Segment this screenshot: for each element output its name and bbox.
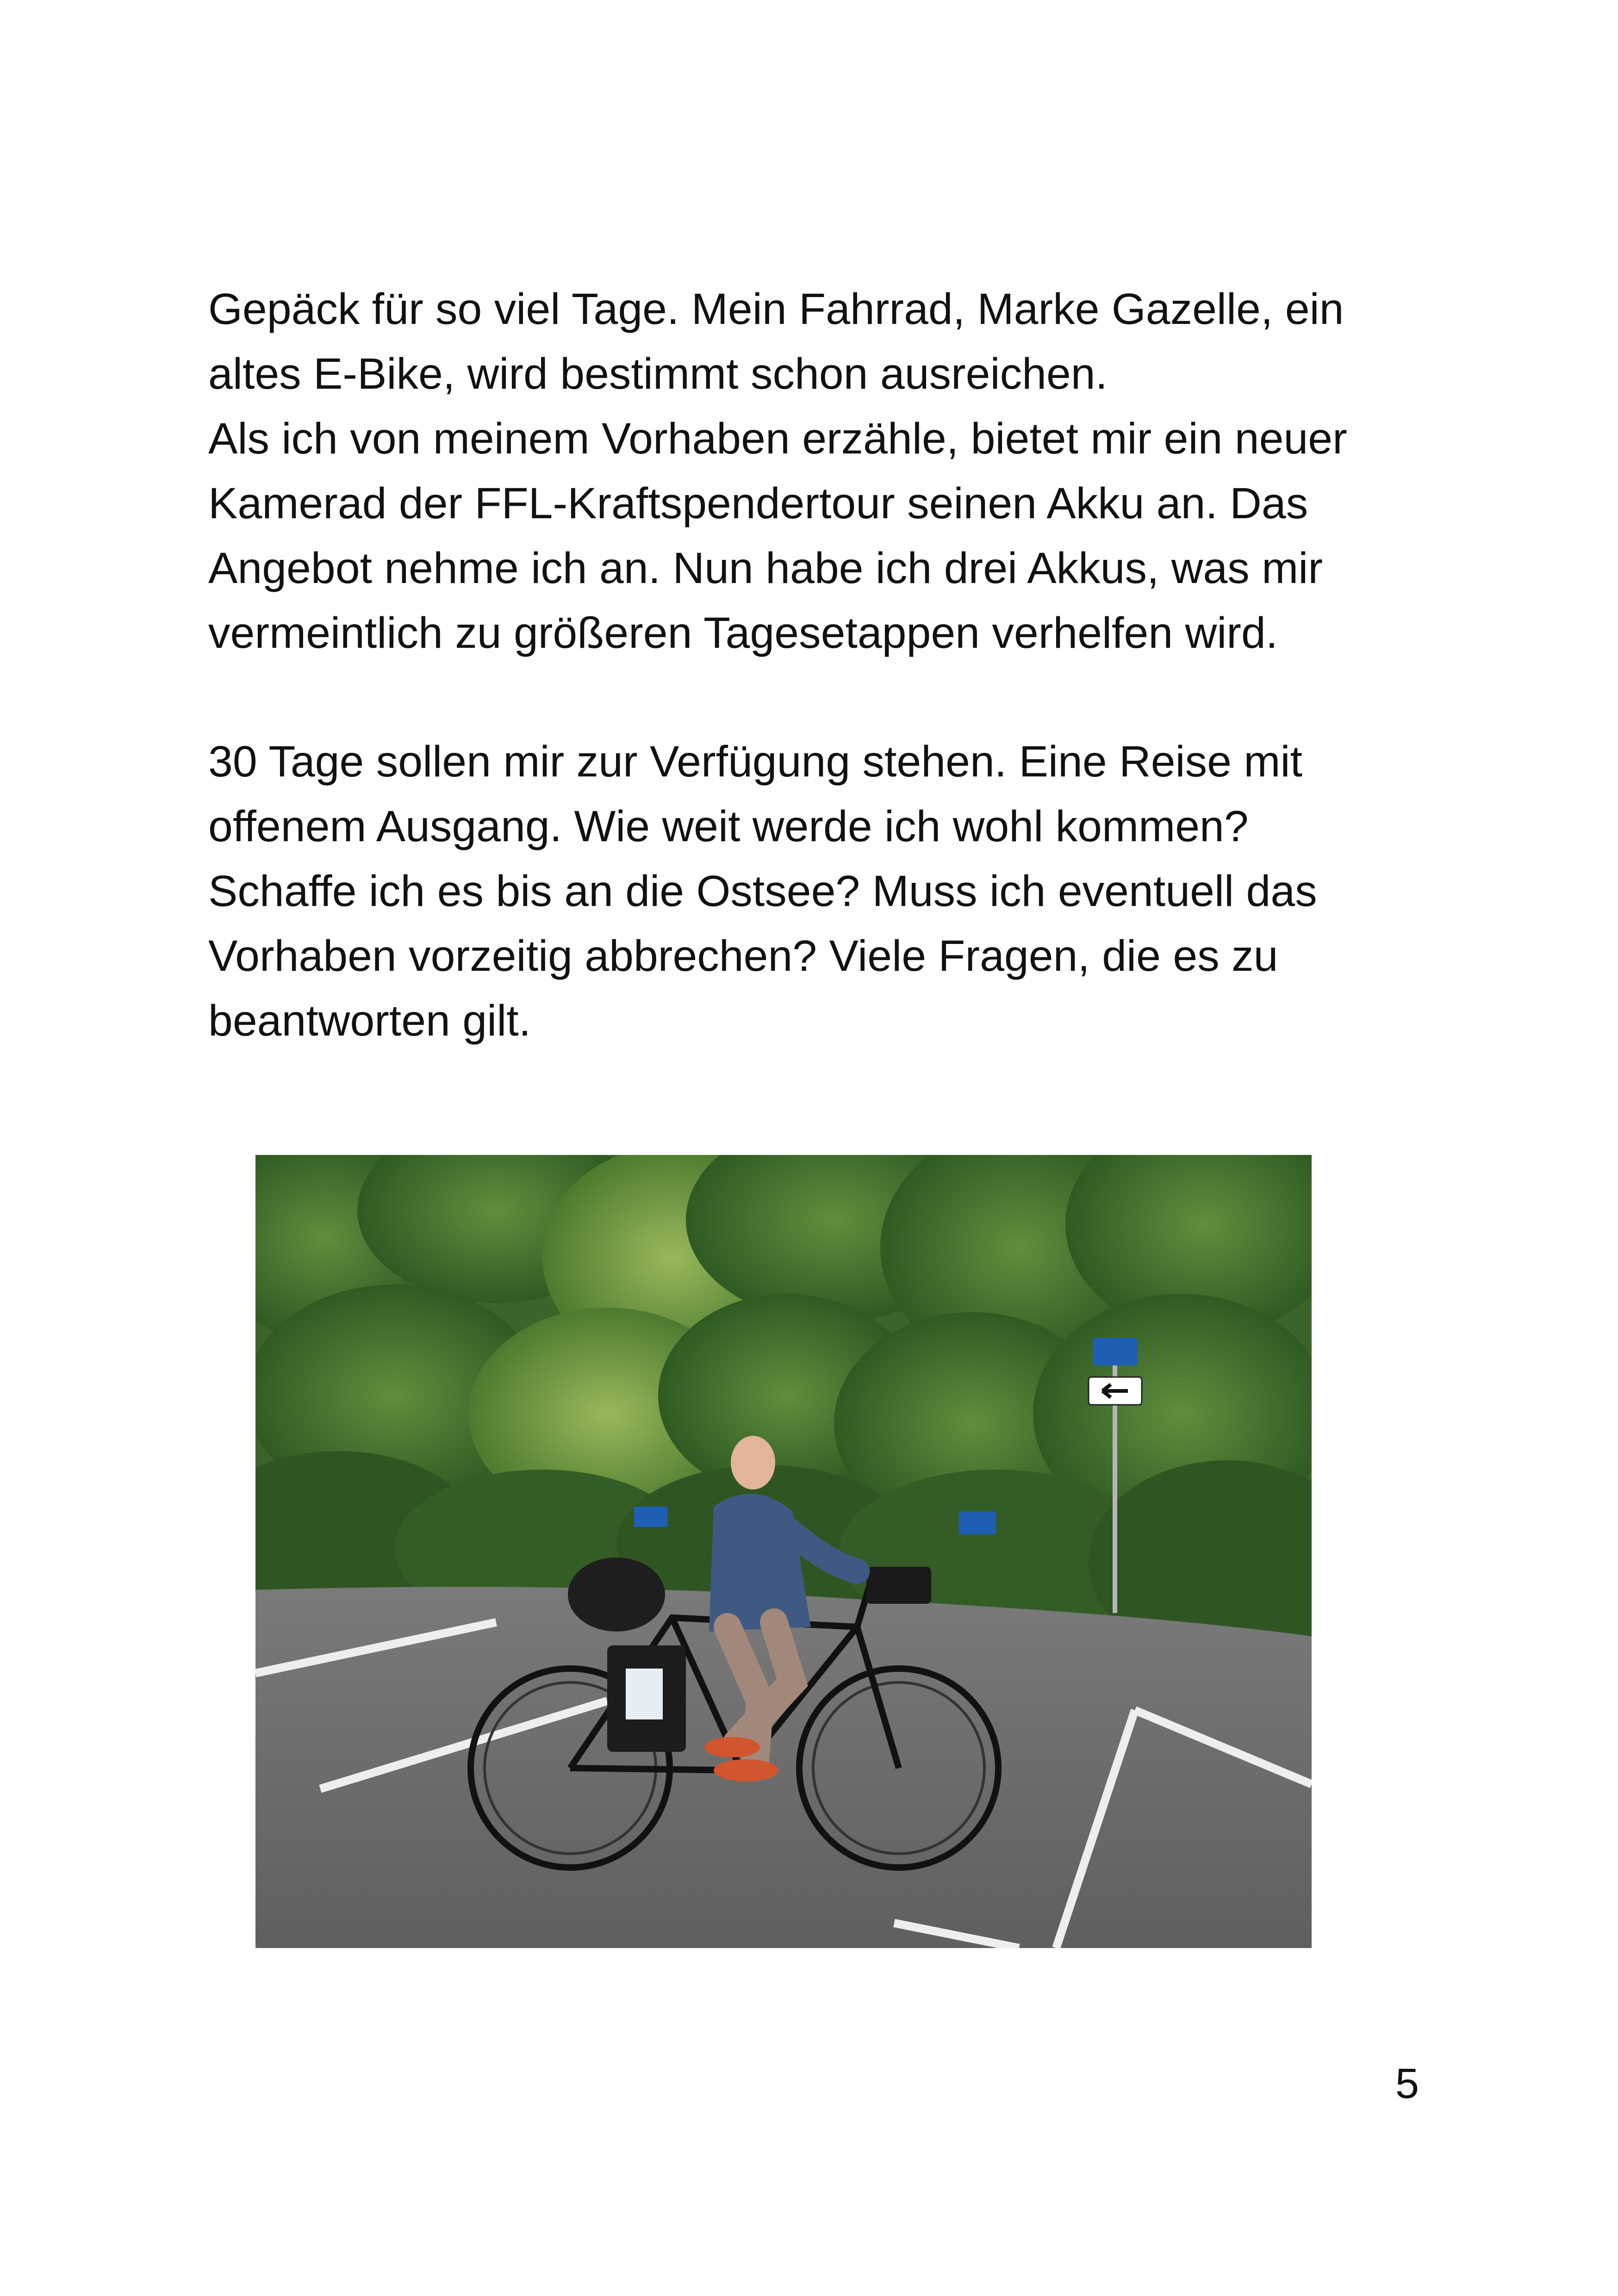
- text-line: vermeintlich zu größeren Tagesetappen verhelfen wird.: [208, 608, 1278, 658]
- text-line: 30 Tage sollen mir zur Verfügung stehen. Eine Reise mit: [208, 737, 1303, 786]
- text-line: Als ich von meinem Vorhaben erzähle, bietet mir ein neuer: [208, 414, 1347, 463]
- text-line: Kamerad der FFL-Kraftspendertour seinen Akku an. Das: [208, 479, 1308, 528]
- paragraph-1: [208, 277, 1458, 665]
- text-line: Angebot nehme ich an. Nun habe ich drei Akkus, was mir: [208, 544, 1323, 593]
- text-line: Schaffe ich es bis an die Ostsee? Muss ich eventuell das: [208, 867, 1317, 916]
- top-case: [568, 1558, 665, 1632]
- text-line: Vorhaben vorzeitig abbrechen? Viele Fragen, die es zu: [208, 931, 1278, 980]
- cyclist-photo-illustration: [255, 1155, 1312, 1948]
- text-line: altes E-Bike, wird bestimmt schon ausreichen.: [208, 349, 1108, 398]
- pannier-label: [626, 1669, 663, 1719]
- cyclist-photo: [255, 1155, 1312, 1948]
- paragraph-2: [208, 729, 1458, 1053]
- parking-sign-left: [634, 1507, 667, 1527]
- text-line: Gepäck für so viel Tage. Mein Fahrrad, Marke Gazelle, ein: [208, 285, 1344, 334]
- text-line: offenem Ausgang. Wie weit werde ich wohl kommen?: [208, 802, 1249, 851]
- parking-sign-right: [959, 1511, 996, 1534]
- handlebar-bag: [866, 1567, 931, 1604]
- text-line: beantworten gilt.: [208, 996, 531, 1045]
- page-number: 5: [1395, 2060, 1419, 2107]
